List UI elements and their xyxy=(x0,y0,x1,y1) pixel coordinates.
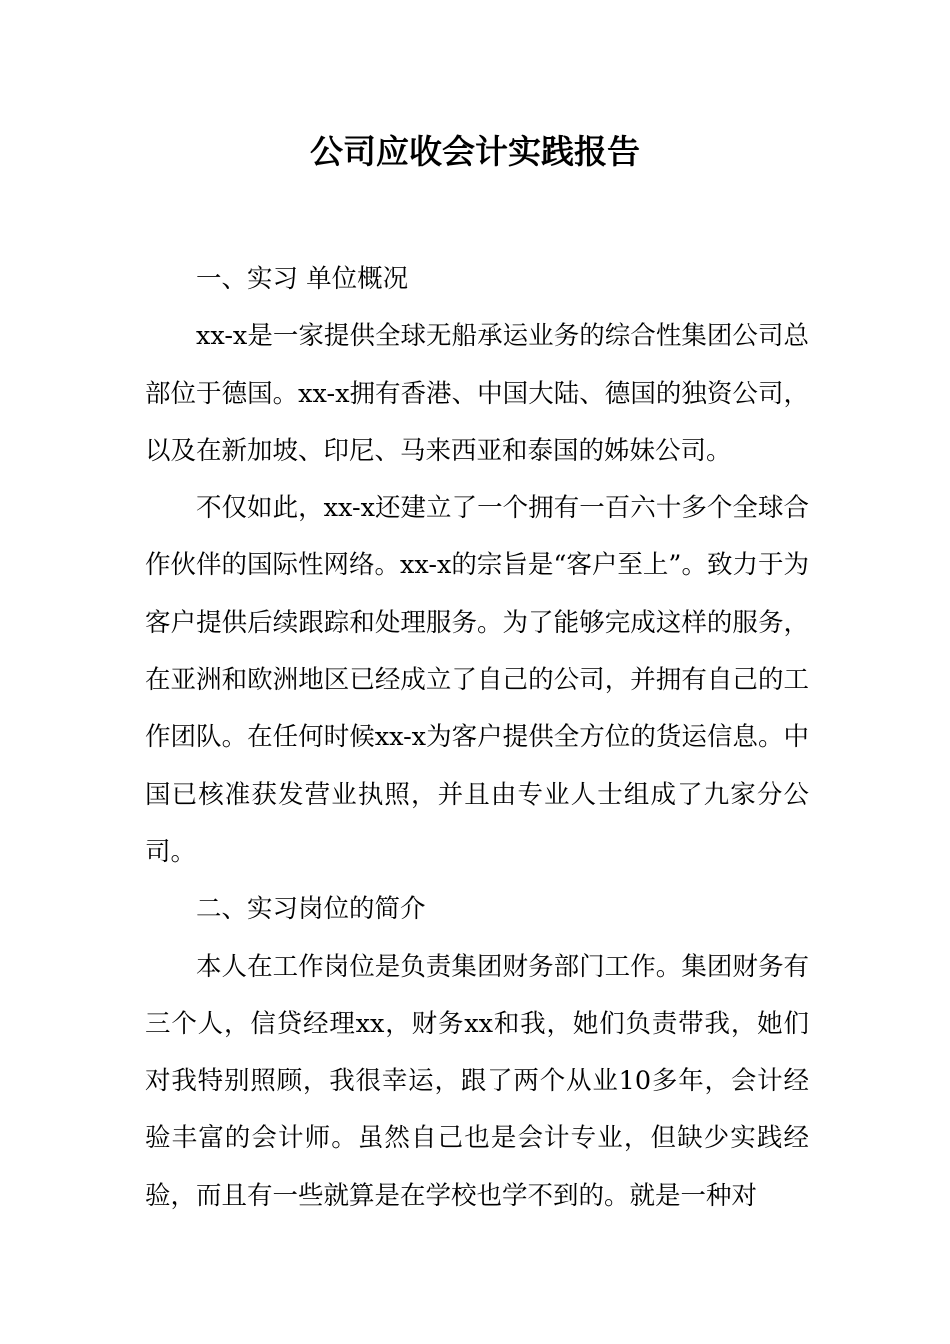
paragraph-company-intro: xx-x是一家提供全球无船承运业务的综合性集团公司总部位于德国。xx-x拥有香港、中国大陆、德国的独资公司，以及在新加坡、印尼、马来西亚和泰国的姊妹公司。 xyxy=(145,321,809,466)
paragraph-position-description: 本人在工作岗位是负责集团财务部门工作。集团财务有三个人，信贷经理xx，财务xx和我，她们负责带我，她们对我特别照顾，我很幸运，跟了两个从业10多年，会计经验丰富的会计师。虽然自己也是会计专业，但缺少实践经验，而且有一些就算是在学校也学不到的。就是一种对 xyxy=(145,951,809,1211)
document-body xyxy=(145,251,809,1225)
document-title: 公司应收会计实践报告 xyxy=(310,132,640,171)
section-heading-unit-overview: 一、实习 单位概况 xyxy=(196,264,409,294)
section-heading-position-intro: 二、实习岗位的简介 xyxy=(196,894,426,925)
paragraph-company-network: 不仅如此，xx-x还建立了一个拥有一百六十多个全球合作伙伴的国际性网络。xx-x的宗旨是“客户至上”。致力于为客户提供后续跟踪和处理服务。为了能够完成这样的服务，在亚洲和欧洲地区已经成立了自己的公司，并拥有自己的工作团队。在任何时候xx-x为客户提供全方位的货运信息。中国已核准获发营业执照，并且由专业人士组成了九家分公司。 xyxy=(145,493,809,867)
